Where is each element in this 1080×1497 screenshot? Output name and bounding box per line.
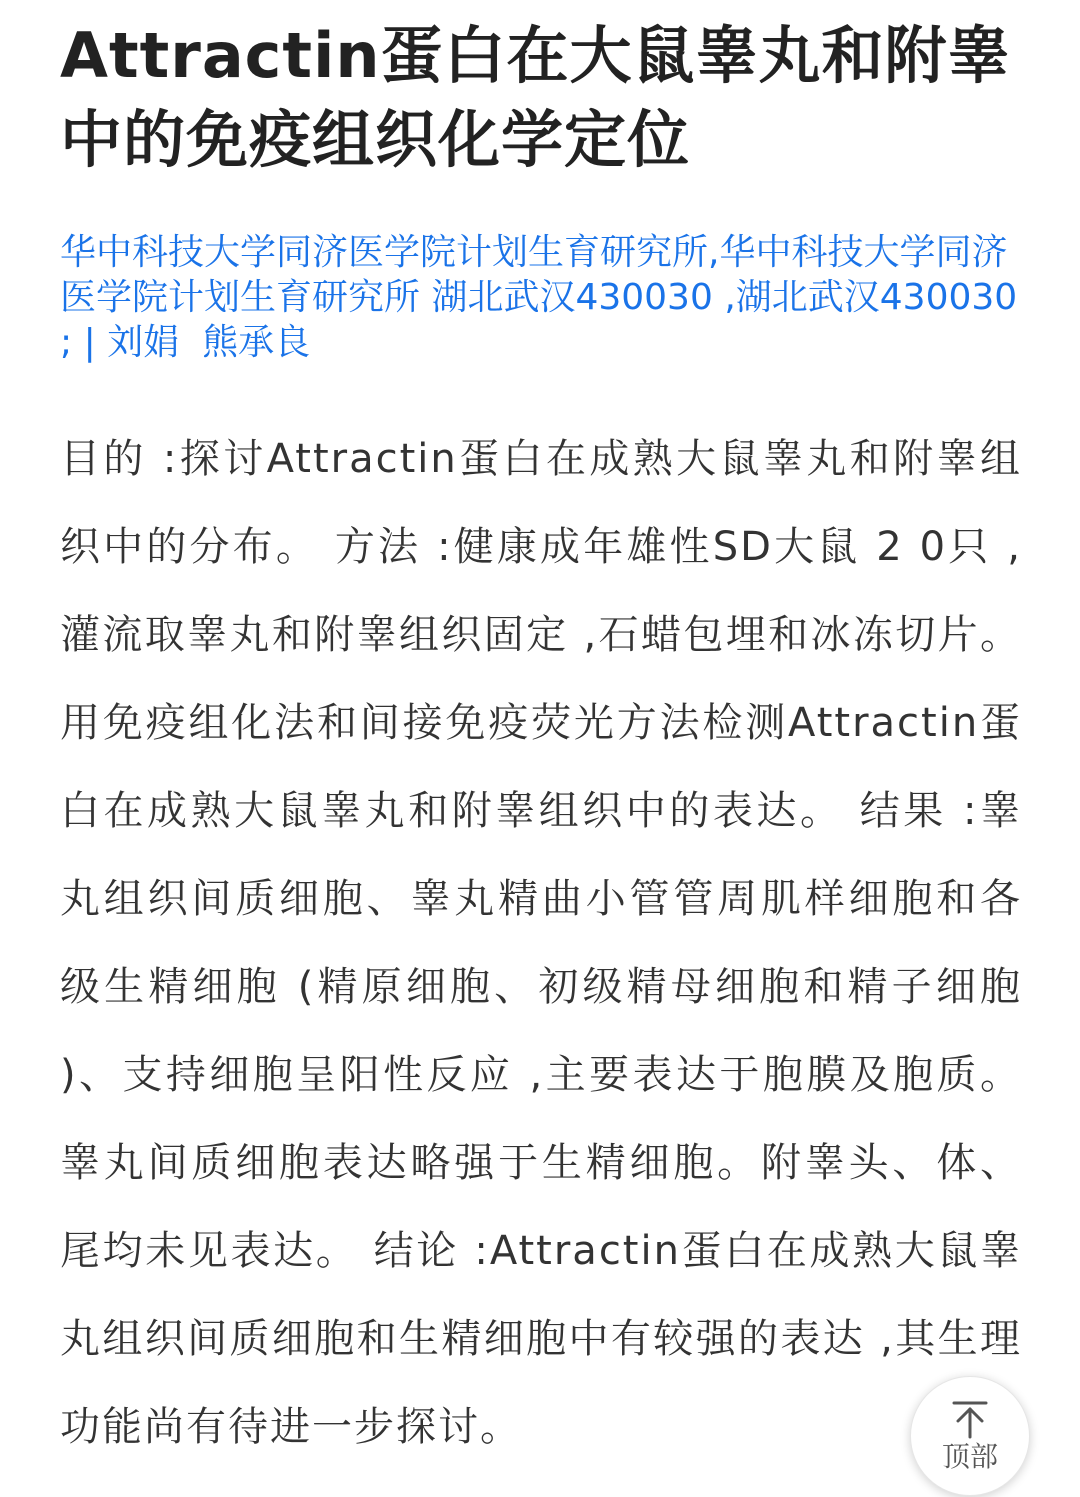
arrow-up-icon <box>950 1399 990 1439</box>
back-to-top-label: 顶部 <box>941 1440 998 1473</box>
author-link-liu-juan[interactable]: 刘娟 <box>107 322 180 363</box>
article-abstract: 目的 :探讨Attractin蛋白在成熟大鼠睾丸和附睾组织中的分布。 方法 :健康成年雄性SD大鼠 2 0只 ,灌流取睾丸和附睾组织固定 ,石蜡包埋和冰冻切片。用免疫组化法和间接免疫荧光方法检测Attractin蛋白在成熟大鼠睾丸和附睾组织中的表达。 结果 :睾丸组织间质细胞、睾丸精曲小管管周肌样细胞和各级生精细胞 (精原细胞、初级精母细胞和精子细胞 )、支持细胞呈阳性反应 ,主要表达于胞膜及胞质。睾丸间质细胞表达略强于生精细胞。附睾头、体、尾均未见表达。 结论 :Attractin蛋白在成熟大鼠睾丸组织间质细胞和生精细胞中有较强的表达 ,其生理功能尚有待进一步探讨。 <box>60 436 1022 1450</box>
back-to-top-button[interactable] <box>910 1376 1030 1496</box>
affiliation-text: 华中科技大学同济医学院计划生育研究所,华中科技大学同济医学院计划生育研究所 湖北武汉430030 ,湖北武汉430030 ; <box>60 232 1018 363</box>
author-link-xiong-chengliang[interactable]: 熊承良 <box>202 322 311 363</box>
separator: | <box>83 322 96 363</box>
article <box>60 0 1022 1471</box>
article-title: Attractin蛋白在大鼠睾丸和附睾中的免疫组织化学定位 <box>60 19 1011 176</box>
author-affiliation-block <box>60 230 1022 365</box>
